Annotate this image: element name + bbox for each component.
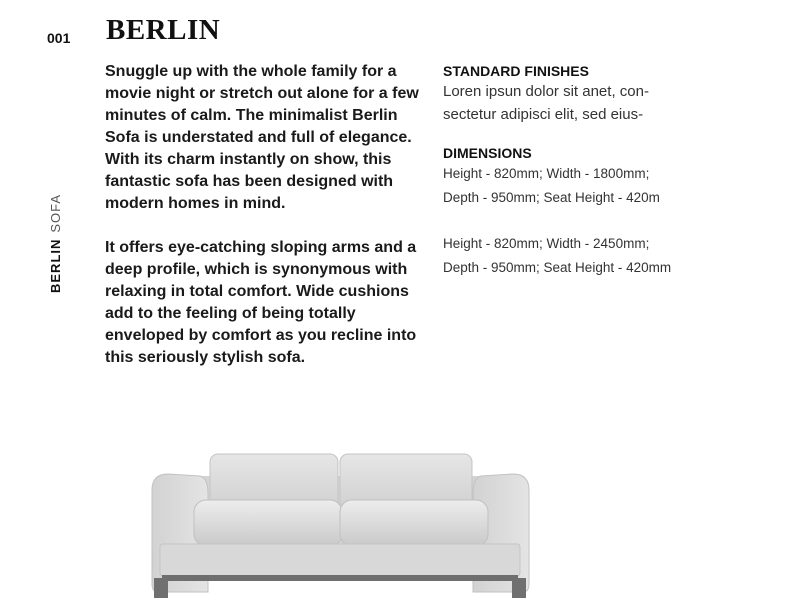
side-label-primary: BERLIN xyxy=(48,238,63,293)
dimension-line: Depth - 950mm; Seat Height - 420m xyxy=(443,190,660,205)
sofa-base xyxy=(162,575,518,581)
page-number: 001 xyxy=(47,30,71,46)
dimension-line: Height - 820mm; Width - 2450mm; xyxy=(443,236,650,251)
sofa-illustration xyxy=(148,450,533,600)
sofa-leg-right xyxy=(512,578,526,598)
seat-cushion-right xyxy=(340,500,488,546)
sofa-image xyxy=(148,450,533,600)
specifications xyxy=(443,62,773,280)
dimensions-heading: DIMENSIONS xyxy=(443,145,532,161)
finishes-text-line-2: sectetur adipisci elit, sed eius- xyxy=(443,106,644,123)
finishes-text-line-1: Loren ipsun dolor sit anet, con- xyxy=(443,83,649,100)
dimension-set-2 xyxy=(443,232,773,280)
product-description xyxy=(105,61,425,391)
sofa-leg-left xyxy=(154,578,168,598)
seat-cushion-left xyxy=(194,500,342,546)
side-label-secondary: SOFA xyxy=(48,193,63,233)
description-paragraph-2: It offers eye-catching sloping arms and a deep profile, which is synonymous with relaxing in total comfort. Wide cushions add to the feeling of being totally enveloped by comfort as you recline into this seriously stylish sofa. xyxy=(105,239,417,366)
side-label xyxy=(48,194,63,293)
page-title: BERLIN xyxy=(106,14,221,46)
dimension-line: Depth - 950mm; Seat Height - 420mm xyxy=(443,260,672,275)
dimension-line: Height - 820mm; Width - 1800mm; xyxy=(443,166,650,181)
finishes-heading: STANDARD FINISHES xyxy=(443,63,589,79)
description-paragraph-1: Snuggle up with the whole family for a movie night or stretch out alone for a few minutes of calm. The minimalist Berlin Sofa is understated and full of elegance. With its charm instantly on show, this fantastic sofa has been designed with modern homes in mind. xyxy=(105,63,419,212)
dimension-set-1 xyxy=(443,162,773,210)
